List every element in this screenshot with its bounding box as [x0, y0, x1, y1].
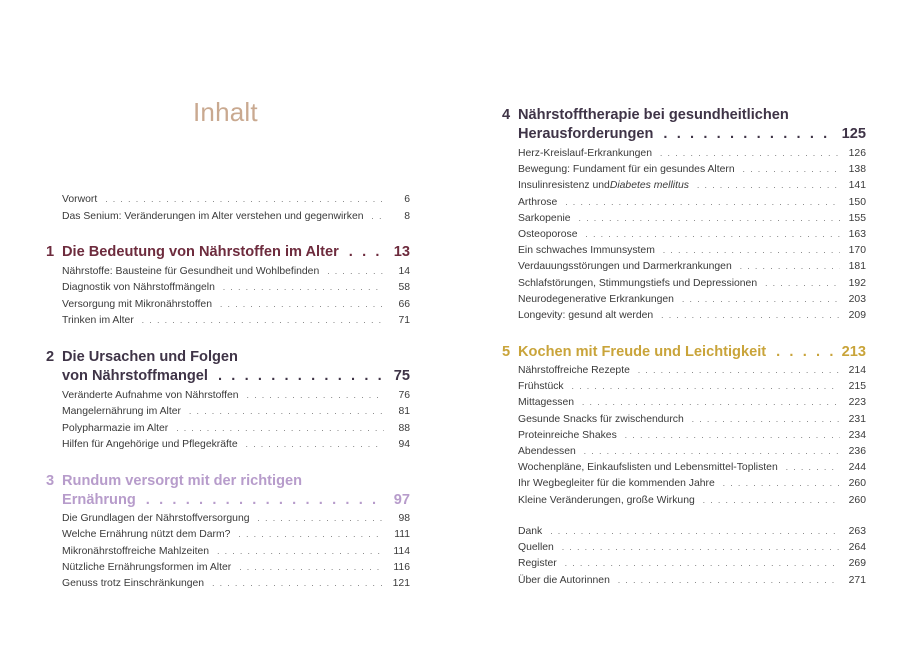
dot-leader: [776, 343, 834, 362]
toc-page-number: 209: [848, 310, 866, 321]
toc-entry-title: Herz-Kreislauf-Erkrankungen: [518, 148, 652, 159]
toc-page-number: 170: [848, 245, 866, 257]
chapter-page-number: 125: [841, 126, 866, 142]
chapter-title: Nährstofftherapie bei gesundheitlichen: [518, 107, 789, 123]
toc-page-number: 94: [398, 438, 410, 450]
toc-page-number: 116: [393, 561, 410, 573]
chapter-page-number: 97: [393, 492, 410, 508]
toc-entry-title: Schlafstörungen, Stimmungstiefs und Depressionen: [518, 277, 758, 289]
toc-entry[interactable]: [62, 423, 410, 437]
toc-entry-title: Bewegung: Fundament für ein gesundes Altern: [518, 164, 735, 176]
dot-leader: [586, 230, 841, 239]
toc-entry-title: Nährstoffreiche Rezepte: [518, 365, 630, 376]
dot-leader: [349, 243, 386, 262]
toc-entry-title: Nützliche Ernährungsformen im Alter: [62, 561, 232, 573]
dot-leader: [239, 563, 384, 572]
chapter-title: Die Bedeutung von Nährstoffen im Alter: [62, 244, 339, 260]
toc-entry[interactable]: [518, 478, 866, 492]
toc-entry-title: Insulinresistenz und: [518, 180, 610, 192]
toc-entry-title: Neurodegenerative Erkrankungen: [518, 293, 674, 305]
toc-entry-title: Abendessen: [518, 446, 576, 457]
dot-leader: [212, 579, 384, 588]
dot-leader: [146, 491, 386, 510]
chapter-number: 2: [46, 349, 55, 365]
toc-entry-title: Wochenpläne, Einkaufslisten und Lebensmittel-Toplisten: [518, 462, 778, 474]
dot-leader: [579, 214, 840, 223]
toc-entry[interactable]: [518, 430, 866, 444]
toc-page-number: 126: [848, 148, 866, 159]
toc-page-number: 269: [848, 558, 866, 570]
toc-entry[interactable]: [62, 562, 410, 576]
toc-entry[interactable]: [518, 310, 866, 324]
toc-entry[interactable]: [62, 211, 410, 225]
chapter-title: Kochen mit Freude und Leichtigkeit: [518, 344, 767, 360]
toc-page-number: 58: [398, 282, 410, 294]
toc-entry-title: Polypharmazie im Alter: [62, 422, 169, 434]
toc-entry[interactable]: [62, 406, 410, 420]
toc-page-number: 8: [404, 211, 410, 222]
toc-page-number: 214: [848, 365, 866, 376]
dot-leader: [692, 415, 840, 424]
toc-page-number: 244: [848, 462, 866, 474]
toc-entry[interactable]: [518, 261, 866, 275]
dot-leader: [246, 440, 384, 449]
toc-entry[interactable]: [518, 180, 866, 194]
toc-entry[interactable]: [518, 575, 866, 589]
toc-entry-title: Sarkopenie: [518, 212, 571, 224]
toc-entry-title: Dank: [518, 526, 543, 537]
chapter-page-number: 13: [393, 244, 410, 260]
toc-entry[interactable]: [62, 390, 410, 404]
dot-leader: [661, 311, 840, 320]
toc-entry[interactable]: [62, 315, 410, 329]
toc-entry[interactable]: [62, 546, 410, 560]
chapter-heading[interactable]: [502, 106, 866, 144]
toc-page-number: 260: [848, 494, 866, 506]
toc-entry[interactable]: [62, 282, 410, 296]
chapter-page-number: 75: [393, 368, 410, 384]
toc-entry-title: Arthrose: [518, 196, 558, 208]
toc-entry-title: Das Senium: Veränderungen im Alter verstehen und gegenwirken: [62, 211, 364, 222]
dot-leader: [105, 195, 384, 204]
chapter-heading[interactable]: [502, 343, 866, 362]
toc-entry[interactable]: [518, 197, 866, 211]
toc-page-number: 192: [848, 277, 866, 289]
toc-entry[interactable]: [518, 495, 866, 509]
toc-page-number: 111: [394, 529, 410, 541]
toc-page-number: 6: [404, 194, 410, 205]
toc-page-number: 236: [848, 446, 866, 457]
toc-page-number: 231: [848, 413, 866, 425]
toc-entry[interactable]: [518, 278, 866, 292]
toc-entry-title: Proteinreiche Shakes: [518, 429, 617, 441]
toc-page-number: 215: [848, 381, 866, 393]
dot-leader: [223, 283, 384, 292]
dot-leader: [682, 295, 840, 304]
toc-entry[interactable]: [518, 558, 866, 572]
toc-entry-title: Ein schwaches Immunsystem: [518, 245, 655, 257]
toc-entry-title: Register: [518, 558, 557, 570]
dot-leader: [703, 496, 840, 505]
dot-leader: [582, 398, 840, 407]
toc-entry[interactable]: [62, 578, 410, 592]
toc-entry-title: Die Grundlagen der Nährstoffversorgung: [62, 513, 250, 524]
toc-page-number: 141: [848, 180, 866, 192]
toc-entry-title: Longevity: gesund alt werden: [518, 310, 654, 321]
toc-entry[interactable]: [518, 148, 866, 162]
toc-entry[interactable]: [518, 365, 866, 379]
toc-entry-title: Welche Ernährung nützt dem Darm?: [62, 529, 231, 541]
dot-leader: [565, 198, 840, 207]
toc-entry[interactable]: [518, 381, 866, 395]
dot-leader: [258, 514, 384, 523]
dot-leader: [189, 407, 384, 416]
toc-entry[interactable]: [518, 164, 866, 178]
dot-leader: [372, 212, 384, 221]
toc-entry-title: Über die Autorinnen: [518, 574, 610, 586]
dot-leader: [220, 300, 384, 309]
toc-page-number: 138: [848, 164, 866, 176]
chapter-heading[interactable]: [46, 243, 410, 262]
toc-page-number: 14: [398, 266, 410, 277]
toc-entry[interactable]: [518, 397, 866, 411]
toc-entry-title: Frühstück: [518, 381, 564, 393]
toc-entry[interactable]: [62, 439, 410, 453]
chapter-number: 1: [46, 244, 55, 260]
toc-entry-title-italic: Diabetes mellitus: [609, 180, 689, 192]
toc-page-number: 263: [848, 526, 866, 537]
toc-entry[interactable]: [518, 414, 866, 428]
dot-leader: [786, 463, 840, 472]
dot-leader: [663, 246, 840, 255]
toc-page-number: 223: [848, 397, 866, 409]
dot-leader: [238, 530, 384, 539]
toc-entry[interactable]: [518, 526, 866, 540]
chapter-title-line2: Herausforderungen: [518, 126, 654, 142]
toc-entry-title: Mikronährstoffreiche Mahlzeiten: [62, 545, 210, 557]
page-title: Inhalt: [193, 97, 258, 127]
toc-entry-title: Osteoporose: [518, 229, 578, 240]
toc-page-number: 88: [398, 422, 410, 434]
toc-page-number: 98: [398, 513, 410, 524]
chapter-title: Rundum versorgt mit der richtigen: [62, 473, 303, 489]
dot-leader: [743, 165, 840, 174]
toc-entry[interactable]: [62, 194, 410, 208]
dot-leader: [247, 391, 384, 400]
toc-entry-title: Ihr Wegbegleiter für die kommenden Jahre: [518, 478, 715, 490]
dot-leader: [663, 125, 833, 144]
dot-leader: [562, 543, 840, 552]
toc-page-number: 203: [848, 293, 866, 305]
toc-entry-title: Diagnostik von Nährstoffmängeln: [62, 282, 215, 294]
toc-entry-title: Mangelernährung im Alter: [62, 406, 181, 418]
dot-leader: [660, 149, 840, 158]
dot-leader: [638, 366, 840, 375]
toc-entry-title: Hilfen für Angehörige und Pflegekräfte: [62, 438, 238, 450]
toc-page-number: 264: [848, 542, 866, 554]
chapter-number: 5: [502, 344, 511, 360]
dot-leader: [740, 262, 840, 271]
toc-entry-title: Mittagessen: [518, 397, 575, 409]
chapter-title-line2: von Nährstoffmangel: [62, 368, 208, 384]
toc-entry[interactable]: [62, 529, 410, 543]
chapter-title: Die Ursachen und Folgen: [62, 349, 238, 365]
toc-entry[interactable]: [518, 229, 866, 243]
toc-entry[interactable]: [518, 462, 866, 476]
toc-entry[interactable]: [518, 213, 866, 227]
chapter-number: 3: [46, 473, 55, 489]
dot-leader: [572, 382, 840, 391]
chapter-page-number: 213: [841, 344, 866, 360]
toc-entry[interactable]: [518, 542, 866, 556]
chapter-heading[interactable]: [46, 472, 410, 510]
toc-page-number: 260: [848, 478, 866, 490]
dot-leader: [765, 279, 840, 288]
toc-entry[interactable]: [518, 446, 866, 460]
toc-page-number: 155: [848, 212, 866, 224]
chapter-number: 4: [502, 107, 511, 123]
toc-entry-title: Trinken im Alter: [62, 314, 134, 326]
toc-entry-title: Gesunde Snacks für zwischendurch: [518, 413, 684, 425]
chapter-heading[interactable]: [46, 348, 410, 386]
dot-leader: [697, 181, 840, 190]
toc-entry-title: Nährstoffe: Bausteine für Gesundheit und Wohlbefinden: [62, 266, 320, 277]
toc-entry-title: Vorwort: [62, 194, 98, 205]
toc-entry-title: Quellen: [518, 542, 554, 554]
toc-page-number: 114: [393, 545, 410, 557]
toc-page-number: 181: [848, 261, 866, 273]
toc-page-number: 163: [848, 229, 866, 240]
dot-leader: [327, 267, 384, 276]
dot-leader: [584, 447, 840, 456]
chapter-title-line2: Ernährung: [62, 492, 136, 508]
dot-leader: [142, 316, 384, 325]
toc-entry[interactable]: [62, 513, 410, 527]
toc-entry-title: Veränderte Aufnahme von Nährstoffen: [62, 390, 239, 401]
toc-entry[interactable]: [62, 266, 410, 280]
toc-page-number: 234: [848, 429, 866, 441]
toc-page-number: 271: [848, 574, 866, 586]
toc-entry-title: Verdauungsstörungen und Darmerkrankungen: [518, 261, 732, 273]
toc-page-number: 121: [392, 578, 410, 590]
toc-entry[interactable]: [62, 299, 410, 313]
dot-leader: [550, 527, 840, 536]
toc-entry-title: Genuss trotz Einschränkungen: [62, 578, 205, 590]
toc-entry-title: Kleine Veränderungen, große Wirkung: [518, 494, 695, 506]
toc-page-number: 66: [398, 298, 410, 310]
dot-leader: [565, 559, 840, 568]
dot-leader: [217, 547, 384, 556]
dot-leader: [625, 431, 840, 440]
dot-leader: [218, 367, 386, 386]
toc-entry-title: Versorgung mit Mikronährstoffen: [62, 298, 212, 310]
dot-leader: [618, 576, 840, 585]
dot-leader: [723, 479, 840, 488]
toc-page-number: 150: [848, 196, 866, 208]
toc-page-number: 76: [398, 390, 410, 401]
dot-leader: [176, 424, 384, 433]
toc-entry[interactable]: [518, 245, 866, 259]
toc-entry[interactable]: [518, 294, 866, 308]
toc-page-number: 81: [398, 406, 410, 418]
toc-page-number: 71: [398, 314, 410, 326]
